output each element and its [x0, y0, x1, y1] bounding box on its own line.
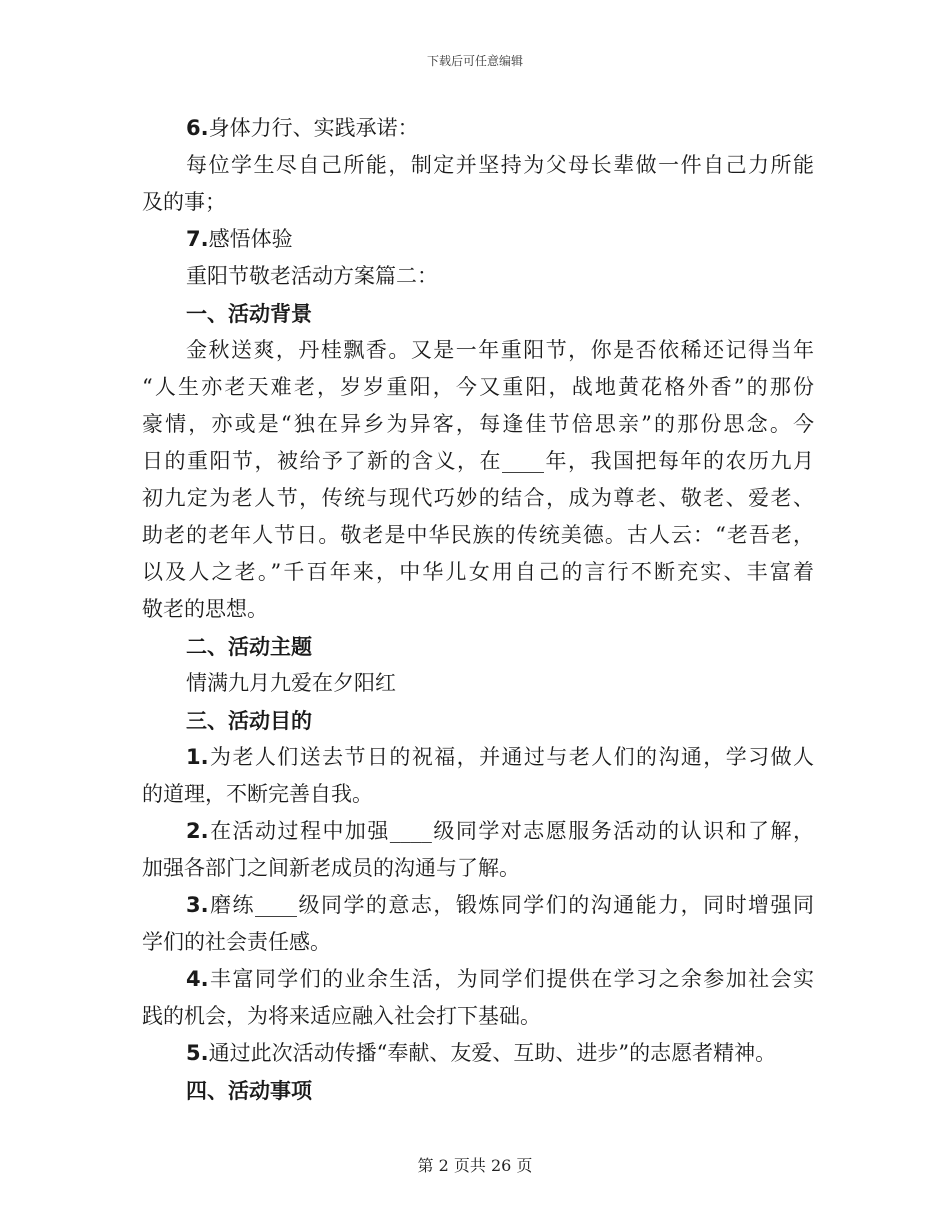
paragraph-line: [142, 813, 814, 850]
line-text: 感悟体验: [208, 227, 293, 251]
paragraph-line: [142, 924, 814, 961]
list-number: 3.: [186, 893, 209, 917]
list-number: 4.: [186, 967, 209, 991]
paragraph-line: [142, 443, 814, 480]
line-text: 为老人们送去节日的祝福，并通过与老人们的沟通，学习做人: [208, 745, 814, 769]
line-text: 加强各部门之间新老成员的沟通与了解。: [142, 856, 520, 880]
paragraph-line: [142, 591, 814, 628]
paragraph-line: [142, 998, 814, 1035]
line-text: 学们的社会责任感。: [142, 930, 331, 954]
line-text: 的道理，不断完善自我。: [142, 782, 373, 806]
line-text: 以及人之老。”千百年来，中华儿女用自己的言行不断充实、丰富着: [142, 560, 814, 584]
line-text: 情满九月九爱在夕阳红: [186, 671, 396, 695]
page-header: 下载后可任意编辑: [426, 54, 523, 68]
line-text: 及的事；: [142, 190, 226, 214]
line-text: 通过此次活动传播“奉献、友爱、互助、进步”的志愿者精神。: [208, 1041, 777, 1065]
paragraph-line: [142, 961, 814, 998]
paragraph-line: [142, 221, 814, 258]
line-text: 在活动过程中加强____级同学对志愿服务活动的认识和了解，: [208, 819, 814, 843]
page-footer: 第 2 页共 26 页: [417, 1156, 533, 1175]
line-text: 丰富同学们的业余生活，为同学们提供在学习之余参加社会实: [208, 967, 814, 991]
paragraph-line: [142, 1035, 814, 1072]
paragraph-line: [142, 147, 814, 184]
list-number: 7.: [186, 227, 209, 251]
line-text: 二、活动主题: [186, 634, 312, 659]
paragraph-line: [142, 406, 814, 443]
line-text: 践的机会，为将来适应融入社会打下基础。: [142, 1004, 541, 1028]
list-number: 1.: [186, 745, 209, 769]
paragraph-line: [142, 850, 814, 887]
list-number: 6.: [186, 116, 209, 140]
paragraph-line: [142, 258, 814, 295]
paragraph-line: [142, 369, 814, 406]
line-text: 助老的老年人节日。敬老是中华民族的传统美德。古人云：“老吾老，: [142, 523, 814, 547]
line-text: 豪情，亦或是“独在异乡为异客，每逢佳节倍思亲”的那份思念。今: [142, 412, 814, 436]
paragraph-line: [142, 554, 814, 591]
line-text: 三、活动目的: [186, 708, 312, 733]
line-text: 重阳节敬老活动方案篇二：: [186, 264, 438, 288]
list-number: 2.: [186, 819, 209, 843]
line-text: 每位学生尽自己所能，制定并坚持为父母长辈做一件自己力所能: [186, 153, 814, 177]
paragraph-line: [142, 184, 814, 221]
line-text: 日的重阳节，被给予了新的含义，在____年，我国把每年的农历九月: [142, 449, 814, 473]
line-text: 金秋送爽，丹桂飘香。又是一年重阳节，你是否依稀还记得当年: [186, 338, 814, 362]
paragraph-line: [142, 739, 814, 776]
paragraph-line: [142, 665, 814, 702]
paragraph-line: [142, 517, 814, 554]
line-text: 初九定为老人节，传统与现代巧妙的结合，成为尊老、敬老、爱老、: [142, 486, 814, 510]
line-text: 一、活动背景: [186, 301, 312, 326]
section-heading: [142, 295, 814, 332]
document-body: [142, 110, 814, 1109]
paragraph-line: [142, 480, 814, 517]
paragraph-line: [142, 887, 814, 924]
section-heading: [142, 1072, 814, 1109]
line-text: 身体力行、实践承诺：: [208, 116, 419, 140]
list-number: 5.: [186, 1041, 209, 1065]
line-text: 磨练____级同学的意志，锻炼同学们的沟通能力，同时增强同: [208, 893, 814, 917]
line-text: 敬老的思想。: [142, 597, 268, 621]
paragraph-line: [142, 110, 814, 147]
section-heading: [142, 628, 814, 665]
paragraph-line: [142, 776, 814, 813]
section-heading: [142, 702, 814, 739]
paragraph-line: [142, 332, 814, 369]
line-text: “人生亦老天难老，岁岁重阳，今又重阳，战地黄花格外香”的那份: [142, 375, 814, 399]
line-text: 四、活动事项: [186, 1078, 312, 1103]
